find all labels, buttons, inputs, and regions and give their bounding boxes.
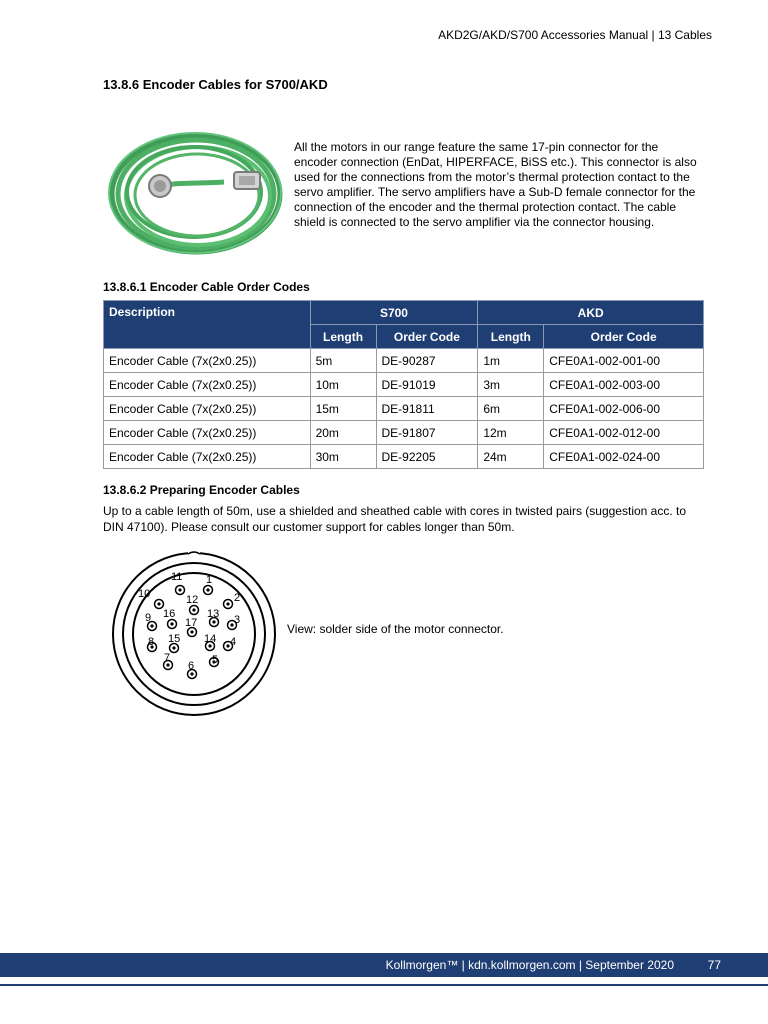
pin-label-10: 10 <box>138 588 151 600</box>
table-row <box>104 349 704 373</box>
pin-label-14: 14 <box>204 633 217 645</box>
pin-16-center <box>170 622 173 625</box>
cell-s700-length: 20m <box>310 421 376 445</box>
pin-label-9: 9 <box>145 612 152 624</box>
pin-17-center <box>190 630 193 633</box>
pin-9-center <box>150 624 153 627</box>
cell-akd-length: 6m <box>478 397 544 421</box>
pin-label-17: 17 <box>185 617 198 629</box>
pin-label-4: 4 <box>230 636 237 648</box>
pin-1-center <box>206 588 209 591</box>
pin-label-5: 5 <box>212 654 219 666</box>
cell-s700-length: 10m <box>310 373 376 397</box>
cell-description: Encoder Cable (7x(2x0.25)) <box>104 421 311 445</box>
cell-s700-code: DE-91807 <box>376 421 478 445</box>
pin-label-1: 1 <box>206 574 213 586</box>
cell-s700-length: 5m <box>310 349 376 373</box>
pin-label-6: 6 <box>188 660 195 672</box>
encoder-cable-image <box>104 124 290 260</box>
cell-description: Encoder Cable (7x(2x0.25)) <box>104 397 311 421</box>
cell-akd-code: CFE0A1-002-024-00 <box>544 445 704 469</box>
pin-label-13: 13 <box>207 608 220 620</box>
table-row <box>104 445 704 469</box>
cell-s700-code: DE-90287 <box>376 349 478 373</box>
connector-caption: View: solder side of the motor connector. <box>287 622 504 636</box>
pin-15-center <box>172 646 175 649</box>
pin-label-11: 11 <box>171 571 183 583</box>
header-akd-order-code: Order Code <box>544 325 704 349</box>
pin-label-2: 2 <box>234 592 241 604</box>
order-codes-table <box>103 300 704 469</box>
section-title: 13.8.6 Encoder Cables for S700/AKD <box>103 77 328 92</box>
pin-6-center <box>190 672 193 675</box>
cell-s700-code: DE-91811 <box>376 397 478 421</box>
header-akd-length: Length <box>478 325 544 349</box>
pin-label-8: 8 <box>148 636 155 648</box>
cell-s700-code: DE-92205 <box>376 445 478 469</box>
pin-2-center <box>226 602 229 605</box>
cell-description: Encoder Cable (7x(2x0.25)) <box>104 349 311 373</box>
page-header: AKD2G/AKD/S700 Accessories Manual | 13 Cables <box>438 28 712 42</box>
page-number: 77 <box>707 958 721 972</box>
cell-s700-length: 30m <box>310 445 376 469</box>
cell-akd-length: 1m <box>478 349 544 373</box>
pin-label-12: 12 <box>186 594 199 606</box>
pin-10-center <box>157 602 160 605</box>
table-row <box>104 397 704 421</box>
header-s700: S700 <box>310 301 478 325</box>
header-akd: AKD <box>478 301 704 325</box>
intro-paragraph: All the motors in our range feature the same 17-pin connector for the encoder connection (EnDat, HIPERFACE, BiSS etc.). This connector is also used for the connections from the motor’s thermal protection contact to the servo amplifier. The servo amplifiers have a Sub-D female connector for the connection of the encoder and the thermal protection contact. The cable shield is connected to the servo amplifier via the connector housing. <box>294 140 697 229</box>
preparing-paragraph: Up to a cable length of 50m, use a shielded and sheathed cable with cores in twisted pairs (suggestion acc. to DIN 47100). Please consult our customer support for cables longer than 50m. <box>103 504 687 534</box>
pin-label-16: 16 <box>163 608 176 620</box>
cell-s700-length: 15m <box>310 397 376 421</box>
connector-pins <box>138 571 240 679</box>
header-s700-length: Length <box>310 325 376 349</box>
preparing-title: 13.8.6.2 Preparing Encoder Cables <box>103 483 300 497</box>
footer-text: Kollmorgen™ | kdn.kollmorgen.com | September 2020 <box>385 958 674 972</box>
order-codes-title: 13.8.6.1 Encoder Cable Order Codes <box>103 280 310 294</box>
pin-label-15: 15 <box>168 633 181 645</box>
cell-akd-length: 24m <box>478 445 544 469</box>
cell-akd-code: CFE0A1-002-012-00 <box>544 421 704 445</box>
pin-13-center <box>212 620 215 623</box>
cell-akd-code: CFE0A1-002-001-00 <box>544 349 704 373</box>
page-footer <box>0 953 768 977</box>
table-row <box>104 373 704 397</box>
header-description: Description <box>104 301 311 349</box>
cell-akd-length: 3m <box>478 373 544 397</box>
connector-pinout-diagram <box>104 550 286 718</box>
pin-label-3: 3 <box>234 614 241 626</box>
cell-akd-length: 12m <box>478 421 544 445</box>
table-row <box>104 421 704 445</box>
cell-s700-code: DE-91019 <box>376 373 478 397</box>
cell-akd-code: CFE0A1-002-006-00 <box>544 397 704 421</box>
header-s700-order-code: Order Code <box>376 325 478 349</box>
pin-12-center <box>192 608 195 611</box>
pin-label-7: 7 <box>164 652 171 664</box>
cell-akd-code: CFE0A1-002-003-00 <box>544 373 704 397</box>
pin-11-center <box>178 588 181 591</box>
cell-description: Encoder Cable (7x(2x0.25)) <box>104 445 311 469</box>
footer-divider <box>0 984 768 986</box>
cell-description: Encoder Cable (7x(2x0.25)) <box>104 373 311 397</box>
